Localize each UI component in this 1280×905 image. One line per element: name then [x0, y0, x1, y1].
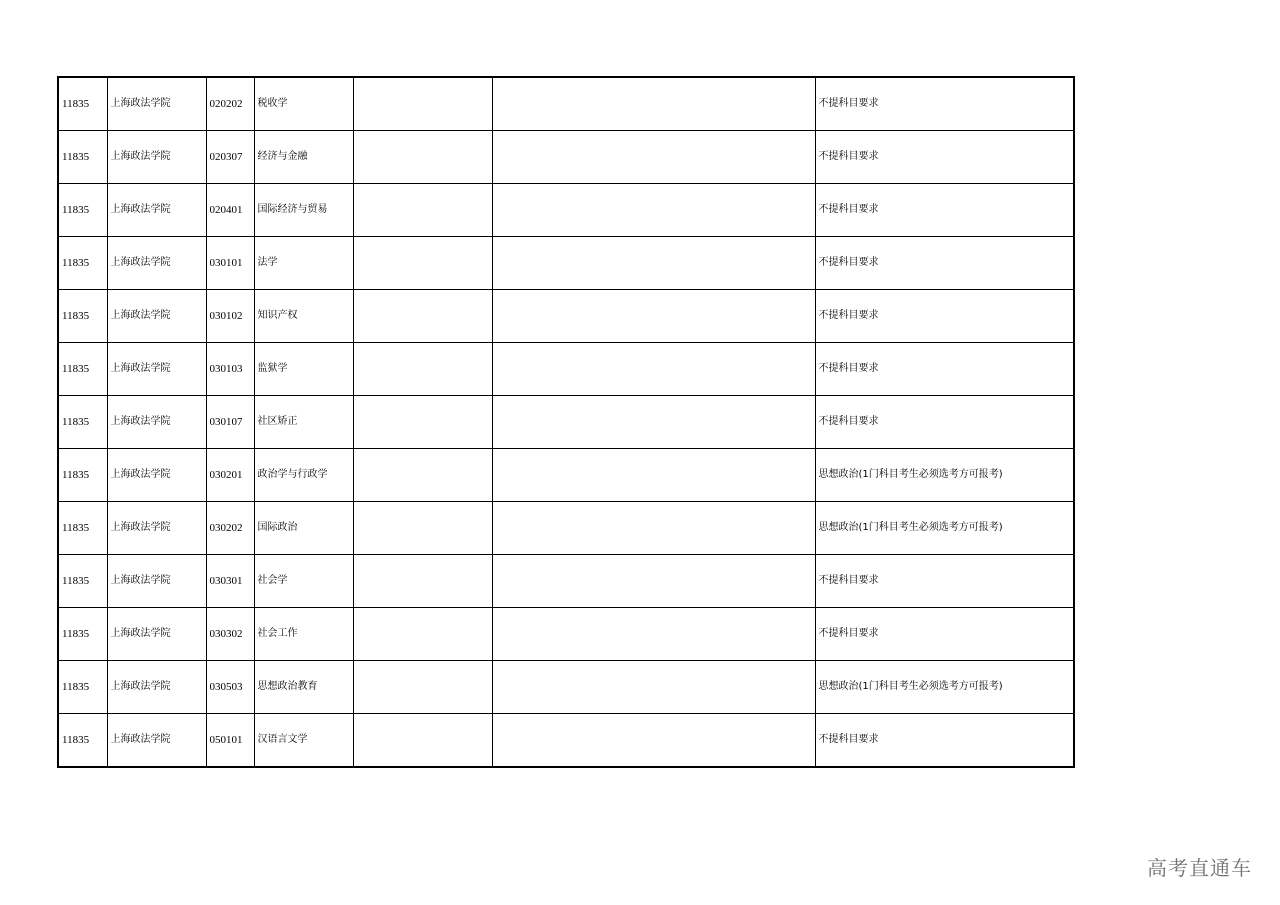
school-code-cell: 11835: [58, 608, 107, 661]
major-code-cell: 030302: [206, 608, 254, 661]
blank-cell-b: [492, 237, 815, 290]
subject-requirement-cell: 不提科目要求: [815, 184, 1074, 237]
school-name-cell: 上海政法学院: [107, 184, 206, 237]
blank-cell-a: [353, 396, 492, 449]
school-name-cell: 上海政法学院: [107, 714, 206, 768]
major-code-cell: 030301: [206, 555, 254, 608]
major-code-cell: 030103: [206, 343, 254, 396]
school-code-cell: 11835: [58, 184, 107, 237]
subject-requirement-cell: 不提科目要求: [815, 343, 1074, 396]
school-code-cell: 11835: [58, 131, 107, 184]
blank-cell-a: [353, 184, 492, 237]
major-code-cell: 030101: [206, 237, 254, 290]
major-name-cell: 税收学: [254, 77, 353, 131]
school-name-cell: 上海政法学院: [107, 396, 206, 449]
blank-cell-a: [353, 555, 492, 608]
blank-cell-b: [492, 502, 815, 555]
table-body: [58, 77, 1074, 767]
blank-cell-b: [492, 555, 815, 608]
subject-requirement-cell: 不提科目要求: [815, 237, 1074, 290]
blank-cell-a: [353, 343, 492, 396]
table-row: [58, 184, 1074, 237]
major-code-cell: 020307: [206, 131, 254, 184]
school-name-cell: 上海政法学院: [107, 343, 206, 396]
major-code-cell: 020202: [206, 77, 254, 131]
blank-cell-b: [492, 290, 815, 343]
blank-cell-a: [353, 77, 492, 131]
major-name-cell: 知识产权: [254, 290, 353, 343]
school-name-cell: 上海政法学院: [107, 555, 206, 608]
blank-cell-b: [492, 449, 815, 502]
major-name-cell: 国际政治: [254, 502, 353, 555]
blank-cell-b: [492, 714, 815, 768]
major-name-cell: 监狱学: [254, 343, 353, 396]
school-name-cell: 上海政法学院: [107, 661, 206, 714]
major-name-cell: 经济与金融: [254, 131, 353, 184]
subject-requirement-cell: 不提科目要求: [815, 555, 1074, 608]
blank-cell-b: [492, 343, 815, 396]
school-code-cell: 11835: [58, 237, 107, 290]
subject-requirement-cell: 思想政治(1门科目考生必须选考方可报考): [815, 502, 1074, 555]
school-name-cell: 上海政法学院: [107, 608, 206, 661]
major-name-cell: 社区矫正: [254, 396, 353, 449]
major-name-cell: 社会学: [254, 555, 353, 608]
school-code-cell: 11835: [58, 77, 107, 131]
school-code-cell: 11835: [58, 396, 107, 449]
major-code-cell: 050101: [206, 714, 254, 768]
blank-cell-a: [353, 661, 492, 714]
school-code-cell: 11835: [58, 661, 107, 714]
school-code-cell: 11835: [58, 714, 107, 768]
major-name-cell: 国际经济与贸易: [254, 184, 353, 237]
blank-cell-b: [492, 396, 815, 449]
blank-cell-a: [353, 608, 492, 661]
watermark-text: 高考直通车: [1147, 856, 1252, 880]
major-name-cell: 社会工作: [254, 608, 353, 661]
blank-cell-a: [353, 237, 492, 290]
major-name-cell: 汉语言文学: [254, 714, 353, 768]
major-code-cell: 030102: [206, 290, 254, 343]
table-row: [58, 661, 1074, 714]
blank-cell-b: [492, 77, 815, 131]
school-code-cell: 11835: [58, 290, 107, 343]
school-code-cell: 11835: [58, 449, 107, 502]
blank-cell-a: [353, 502, 492, 555]
table-row: [58, 237, 1074, 290]
blank-cell-a: [353, 131, 492, 184]
blank-cell-a: [353, 290, 492, 343]
table-row: [58, 714, 1074, 768]
table-row: [58, 449, 1074, 502]
school-name-cell: 上海政法学院: [107, 77, 206, 131]
school-name-cell: 上海政法学院: [107, 237, 206, 290]
blank-cell-b: [492, 131, 815, 184]
blank-cell-b: [492, 608, 815, 661]
school-name-cell: 上海政法学院: [107, 449, 206, 502]
major-code-cell: 030503: [206, 661, 254, 714]
table-row: [58, 555, 1074, 608]
major-name-cell: 法学: [254, 237, 353, 290]
school-code-cell: 11835: [58, 555, 107, 608]
subject-requirements-table: [57, 76, 1075, 768]
table-row: [58, 343, 1074, 396]
table-row: [58, 290, 1074, 343]
school-name-cell: 上海政法学院: [107, 131, 206, 184]
school-name-cell: 上海政法学院: [107, 502, 206, 555]
subject-requirement-cell: 不提科目要求: [815, 714, 1074, 768]
blank-cell-b: [492, 661, 815, 714]
school-code-cell: 11835: [58, 502, 107, 555]
subject-requirement-cell: 不提科目要求: [815, 131, 1074, 184]
major-name-cell: 思想政治教育: [254, 661, 353, 714]
blank-cell-a: [353, 449, 492, 502]
subject-requirement-cell: 不提科目要求: [815, 77, 1074, 131]
major-code-cell: 030202: [206, 502, 254, 555]
school-name-cell: 上海政法学院: [107, 290, 206, 343]
table-row: [58, 502, 1074, 555]
table-row: [58, 608, 1074, 661]
major-name-cell: 政治学与行政学: [254, 449, 353, 502]
subject-requirement-cell: 思想政治(1门科目考生必须选考方可报考): [815, 661, 1074, 714]
subject-requirement-cell: 思想政治(1门科目考生必须选考方可报考): [815, 449, 1074, 502]
blank-cell-b: [492, 184, 815, 237]
major-code-cell: 020401: [206, 184, 254, 237]
blank-cell-a: [353, 714, 492, 768]
table-row: [58, 131, 1074, 184]
subject-requirement-cell: 不提科目要求: [815, 396, 1074, 449]
major-code-cell: 030201: [206, 449, 254, 502]
subject-requirement-cell: 不提科目要求: [815, 608, 1074, 661]
table-row: [58, 396, 1074, 449]
table-row: [58, 77, 1074, 131]
major-code-cell: 030107: [206, 396, 254, 449]
school-code-cell: 11835: [58, 343, 107, 396]
subject-requirement-cell: 不提科目要求: [815, 290, 1074, 343]
